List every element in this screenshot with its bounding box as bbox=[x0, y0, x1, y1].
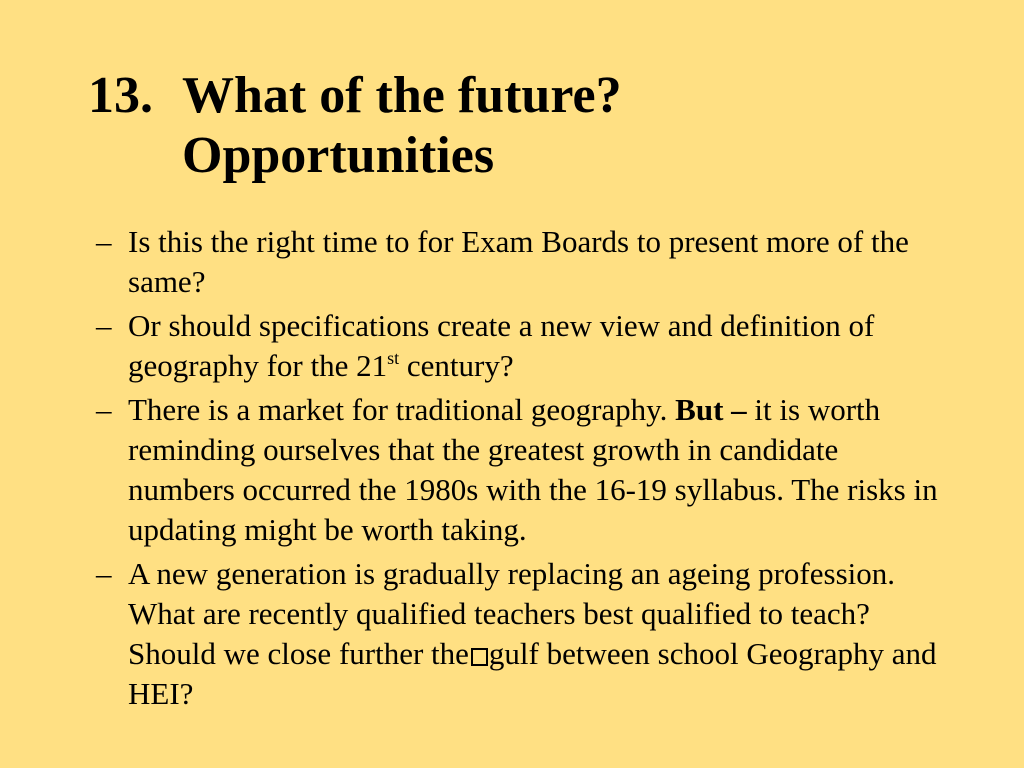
bullet-item-3 bbox=[96, 390, 946, 550]
title-number: 13. bbox=[88, 67, 153, 124]
bullet-dash: – bbox=[96, 308, 112, 343]
bullet-item-2 bbox=[96, 306, 946, 386]
bullet-text: Is this the right time to for Exam Boards to present more of the same? bbox=[128, 224, 909, 299]
ordinal-superscript: st bbox=[387, 348, 400, 368]
bullet-text-end: century? bbox=[399, 348, 514, 383]
bullet-text-end: gulf between school Geography and HEI? bbox=[128, 636, 937, 711]
bullet-dash: – bbox=[96, 224, 112, 259]
bold-emphasis: But – bbox=[675, 392, 747, 427]
bullet-list bbox=[96, 222, 946, 718]
bullet-text: A new generation is gradually replacing an ageing profession. What are recently qualified teachers best qualified to teach? Should we close further the bbox=[128, 556, 896, 671]
bullet-text: Or should specifications create a new view and definition of geography for the 21 bbox=[128, 308, 875, 383]
title-line-2: Opportunities bbox=[182, 127, 495, 184]
bullet-dash: – bbox=[96, 392, 112, 427]
bullet-item-1 bbox=[96, 222, 946, 302]
bullet-text-end: it is worth reminding ourselves that the greatest growth in candidate numbers occurred the 1980s with the 16-19 syllabus. The risks in updating might be worth taking. bbox=[128, 392, 938, 547]
bullet-text: There is a market for traditional geography. bbox=[128, 392, 676, 427]
bullet-item-4 bbox=[96, 554, 946, 714]
slide-title bbox=[88, 66, 988, 186]
title-line-1: What of the future? bbox=[182, 67, 622, 124]
missing-glyph-box-icon bbox=[471, 648, 488, 666]
bullet-dash: – bbox=[96, 556, 112, 591]
